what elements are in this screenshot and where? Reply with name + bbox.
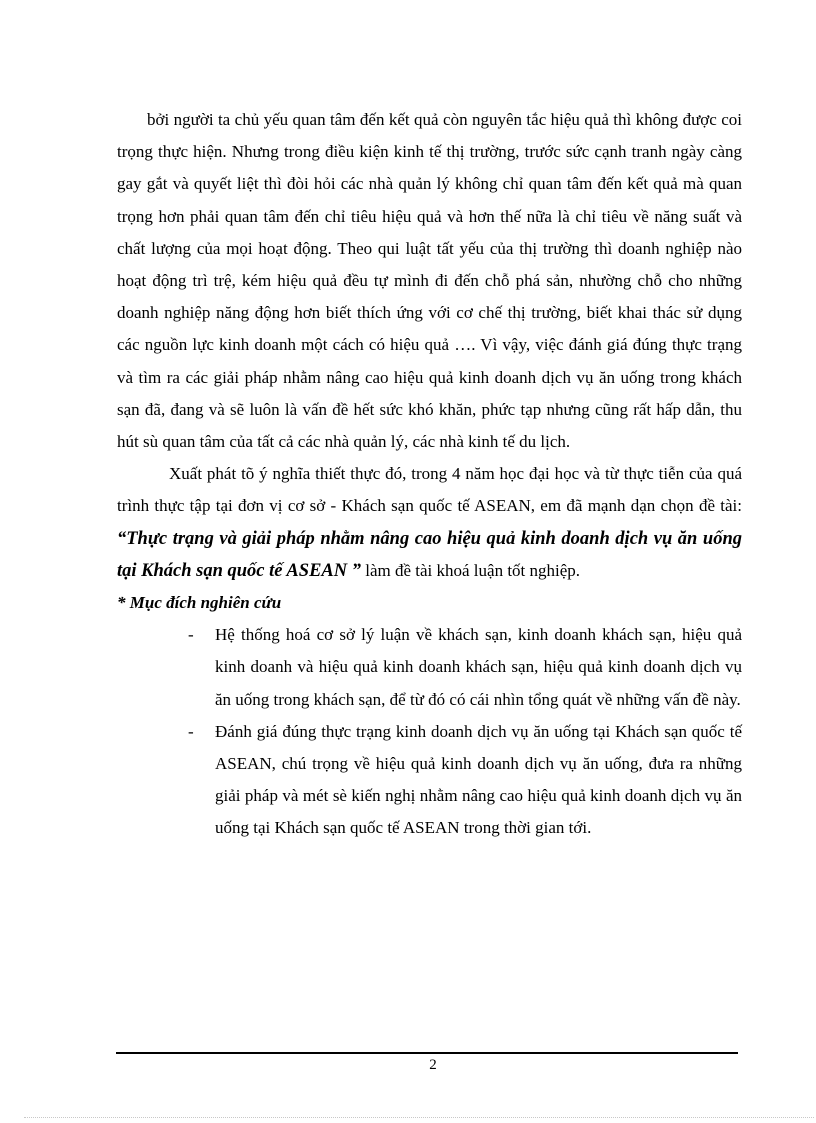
footer-divider	[116, 1052, 738, 1054]
page-edge-divider	[24, 1117, 814, 1118]
bullet-dash: -	[188, 625, 194, 645]
bullet-item-2	[188, 716, 742, 845]
page-number: 2	[429, 1057, 437, 1073]
bullet-text: Hệ thống hoá cơ sở lý luận về khách sạn, kinh doanh khách sạn, hiệu quả kinh doanh và hiệu quả kinh doanh khách sạn, hiệu quả kinh doanh dịch vụ ăn uống trong khách sạn, để từ đó có cái nhìn tổng quát về những vấn đề này.	[215, 625, 742, 709]
document-body	[117, 104, 742, 845]
bullet-text: Đánh giá đúng thực trạng kinh doanh dịch vụ ăn uống tại Khách sạn quốc tế ASEAN, chú trọng về hiệu quả kinh doanh dịch vụ ăn uống, đưa ra những giải pháp và mét sè kiến nghị nhằm nâng cao hiệu quả kinh doanh dịch vụ ăn uống tại Khách sạn quốc tế ASEAN trong thời gian tới.	[215, 721, 742, 838]
bullet-list	[117, 619, 742, 844]
paragraph-2-intro: Xuất phát tõ ý nghĩa thiết thực đó, trong 4 năm học đại học và từ thực tiễn của quá trình thực tập tại đơn vị cơ sở - Khách sạn quốc tế ASEAN, em đã mạnh dạn chọn đề tài:	[117, 464, 742, 516]
section-heading: * Mục đích nghiên cứu	[117, 593, 282, 613]
bullet-item-1	[188, 619, 742, 716]
paragraph-2-outro: làm đề tài khoá luận tốt nghiệp.	[360, 560, 581, 580]
bullet-dash: -	[188, 721, 194, 741]
paragraph-1: bởi người ta chủ yếu quan tâm đến kết quả còn nguyên tắc hiệu quả thì không được coi trọng thực hiện. Nhưng trong điều kiện kinh tế thị trường, trước sức cạnh tranh ngày càng gay gắt và quyết liệt thì đòi hỏi các nhà quản lý không chỉ quan tâm đến kết quả mà quan trọng hơn phải quan tâm đến chỉ tiêu hiệu quả và hơn thế nữa là chỉ tiêu về năng suất và chất lượng của mọi hoạt động. Theo qui luật tất yếu của thị trường thì doanh nghiệp nào hoạt động trì trệ, kém hiệu quả đều tự mình đi đến chỗ phá sản, nhường chỗ cho những doanh nghiệp năng động hơn biết thích ứng với cơ chế thị trường, biết khai thác sử dụng các nguồn lực kinh doanh một cách có hiệu quả …. Vì vậy, việc đánh giá đúng thực trạng và tìm ra các giải pháp nhằm nâng cao hiệu quả kinh doanh dịch vụ ăn uống trong khách sạn đã, đang và sẽ luôn là vấn đề hết sức khó khăn, phức tạp nhưng cũng rất hấp dẫn, thu hút sù quan tâm của tất cả các nhà quản lý, các nhà kinh tế du lịch.	[117, 110, 742, 452]
paragraph-2	[117, 458, 742, 587]
thesis-title: “Thực trạng và giải pháp nhằm nâng cao hiệu quả kinh doanh dịch vụ ăn uống tại Khách sạn quốc tế ASEAN ”	[117, 528, 742, 581]
